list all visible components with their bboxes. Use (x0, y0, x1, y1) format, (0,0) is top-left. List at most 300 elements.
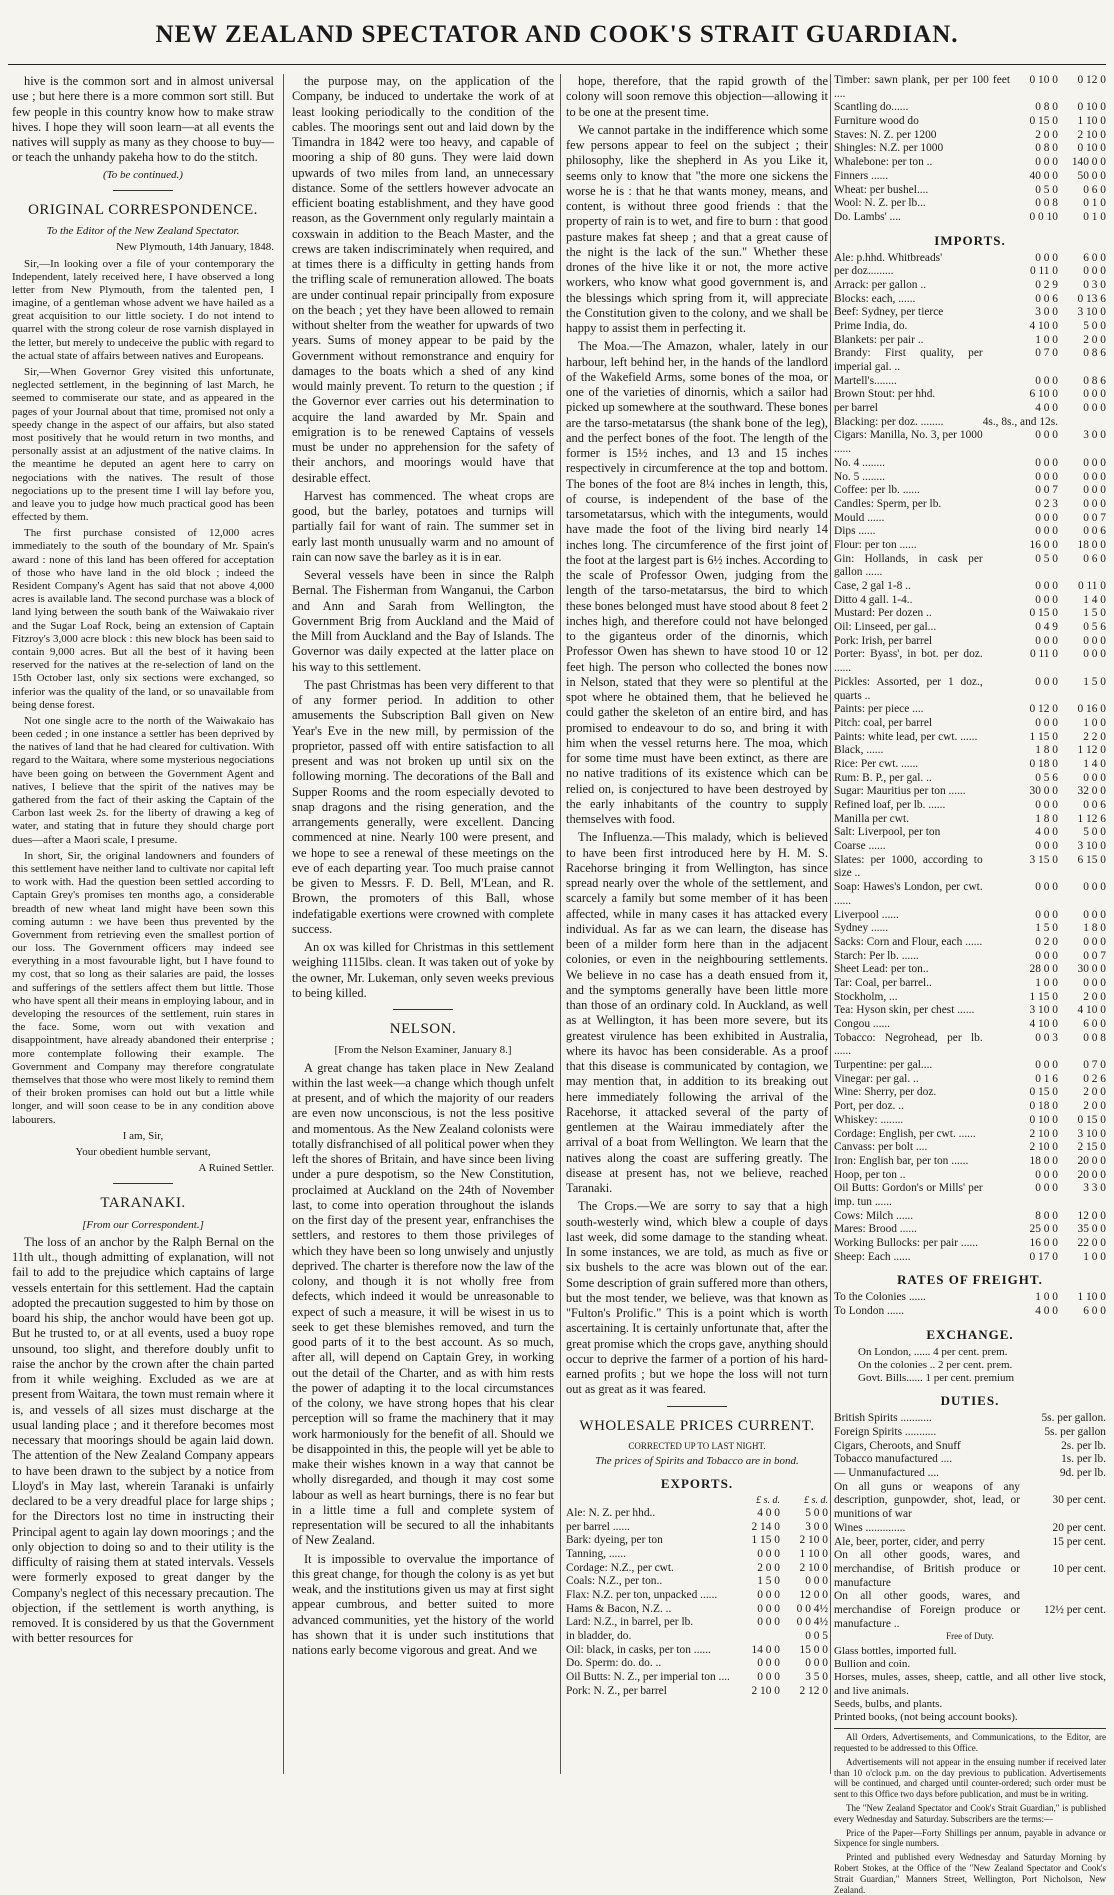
price-item: Paints: per piece .... (834, 703, 924, 716)
exchange-line: Govt. Bills...... 1 per cent. premium (858, 1372, 1015, 1385)
price-value: 0 0 0 (757, 1657, 780, 1670)
price-value: 1 0 0 (1083, 1250, 1106, 1263)
price-row (834, 197, 1106, 211)
price-value: 30 0 0 (1029, 785, 1058, 798)
price-value: 0 11 0 (1029, 648, 1058, 661)
price-row (834, 539, 1106, 553)
price-value: 0 0 0 (1083, 470, 1106, 483)
price-item: Staves: N. Z. per 1200 (834, 128, 937, 141)
price-item: Prime India, do. (834, 319, 908, 332)
price-row (834, 676, 1106, 703)
price-value: 0 5 6 (1035, 771, 1058, 784)
price-value: 3 10 0 (1077, 306, 1106, 319)
price-row (834, 471, 1106, 485)
price-value: 40 0 0 (1029, 169, 1058, 182)
price-item: Oil: black, in casks, per ton ...... (566, 1643, 711, 1656)
price-value: 1 8 0 (1035, 812, 1058, 825)
price-value: 0 11 0 (1029, 265, 1058, 278)
price-item: per barrel ...... (566, 1520, 630, 1533)
section-heading-correspondence: ORIGINAL CORRESPONDENCE. (28, 201, 258, 218)
price-item: Sugar: Mauritius per ton ...... (834, 785, 966, 798)
price-value: 28 0 0 (1029, 963, 1058, 976)
price-value: 0 0 0 (1083, 648, 1106, 661)
price-value: 0 0 0 (1035, 511, 1058, 524)
price-value: 1 8 0 (1035, 744, 1058, 757)
duty-row (834, 1412, 1106, 1426)
price-item: Vinegar: per gal. .. (834, 1072, 919, 1085)
price-value: 0 0 10 (1029, 210, 1058, 223)
masthead: NEW ZEALAND SPECTATOR AND COOK'S STRAIT GUARDIAN. (155, 21, 959, 48)
publisher-notice: The "New Zealand Spectator and Cook's Strait Guardian," is published every Wednesday and Saturday. Subscribers are the terms:— (834, 1803, 1106, 1824)
exports-table (566, 1495, 828, 1699)
price-row (834, 991, 1106, 1005)
price-row (834, 813, 1106, 827)
duty-item: — Unmanufactured .... (834, 1467, 940, 1480)
price-value: 0 6 0 (1083, 552, 1106, 565)
price-value: 2 10 0 (1029, 1127, 1058, 1140)
duty-rate: 5s. per gallon. (1041, 1412, 1106, 1425)
duty-item: Wines .............. (834, 1521, 906, 1534)
signoff-name: A Ruined Settler. (198, 1162, 274, 1175)
price-value: 8 0 0 (1035, 1209, 1058, 1222)
price-value: 0 0 0 (1035, 456, 1058, 469)
price-row (834, 320, 1106, 334)
price-row (834, 416, 1106, 430)
price-row (834, 717, 1106, 731)
price-value: 2 0 0 (1035, 128, 1058, 141)
duties-bracketed-table (834, 1481, 1106, 1632)
price-row (834, 648, 1106, 675)
price-item: Pork: Irish, per barrel (834, 634, 933, 647)
paragraph: The Crops.—We are sorry to say that a high south-westerly wind, which blew a couple of days last week, did some damage to the standing wheat. In some instances, we are told, as much as five or six bushels to the acre was blown out of the ear. Some description of grain suffered more than others, but the most tender, we believe, was that known as "Fulton's Prolific." This is a point which is worth ascertaining. It is certainly unfortunate that, after the great promise which the crops gave, anything should occur to deprive the farmer of a portion of his hard-earned profits ; but we hope the loss will not turn out as great as it was feared. (566, 1199, 828, 1397)
price-item: Coarse ...... (834, 840, 886, 853)
price-item: Scantling do...... (834, 101, 909, 114)
price-value: 0 0 0 (1035, 593, 1058, 606)
price-item: Case, 2 gal 1-8 .. (834, 580, 911, 593)
signoff-line: Your obedient humble servant, (75, 1145, 211, 1158)
price-item: Tea: Hyson skin, per chest ...... (834, 1004, 975, 1017)
price-row (834, 621, 1106, 635)
prices-subheading: CORRECTED UP TO LAST NIGHT. (628, 1440, 766, 1451)
price-item: Wine: Sherry, per doz. (834, 1086, 937, 1099)
price-value: 0 0 0 (757, 1547, 780, 1560)
price-value: 0 0 0 (1083, 634, 1106, 647)
currency-header: £ s. d. (804, 1494, 828, 1506)
price-row (834, 1155, 1106, 1169)
price-value: 0 10 0 (1077, 142, 1106, 155)
price-value: 0 7 0 (1083, 1059, 1106, 1072)
price-row (834, 635, 1106, 649)
price-item: Do. Sperm: do. do. .. (566, 1657, 662, 1670)
price-row (834, 1141, 1106, 1155)
price-value: 35 0 0 (1077, 1223, 1106, 1236)
price-value: 6 15 0 (1077, 853, 1106, 866)
price-value: 0 0 0 (1035, 429, 1058, 442)
price-value: 0 13 6 (1077, 292, 1106, 305)
paragraph: hive is the common sort and in almost universal use ; but here there is a more common sort still. But few people in this country know how to make straw hives. I hope they will soon learn—at all events the natives will supply as many as they choose to buy—or teach the unhandy pakeha how to do the stitch. (12, 74, 274, 165)
price-item: Oil Butts: N. Z., per imperial ton .... (566, 1671, 730, 1684)
price-value: 0 0 0 (1035, 949, 1058, 962)
price-value: 2 10 0 (751, 1684, 780, 1697)
paragraph: We cannot partake in the indifference which some few persons appear to feel on the subject ; their philosophy, like the shepherd in As you Like it, seems only to know that "the more one sickens the worse he is : that he that wants money, means, and content, is without three good friends : that the property of rain is to wet, and fire to burn : that good pasture makes fat sheep ; and that a great cause of the night is the lack of the sun." Whether these drones of the hive like it or not, the more active workers, who know what good government is, and the blessings which spring from it, will appreciate the Constitution given to the colony, and we shall be happy to assist them in perfecting it. (566, 122, 828, 335)
price-value: 0 0 0 (757, 1671, 780, 1684)
price-row (834, 512, 1106, 526)
price-row (834, 1114, 1106, 1128)
price-row (834, 1018, 1106, 1032)
exchange-line: On London, ...... 4 per cent. prem. (858, 1345, 1008, 1358)
price-item: Lard: N.Z., in barrel, per lb. (566, 1616, 694, 1629)
exchange-heading: EXCHANGE. (926, 1326, 1014, 1342)
price-value: 3 10 0 (1077, 840, 1106, 853)
price-value: 0 0 0 (1083, 908, 1106, 921)
price-value: 0 2 6 (1083, 1072, 1106, 1085)
price-item: Soap: Hawes's London, per cwt. ...... (834, 881, 983, 907)
currency-header: £ s. d. (756, 1494, 780, 1506)
price-value: 6 10 0 (1029, 388, 1058, 401)
price-item: Cigars: Manilla, No. 3, per 1000 ...... (834, 429, 983, 456)
price-value: 4s., 8s., and 12s. (982, 415, 1058, 428)
section-divider (113, 1183, 173, 1184)
price-value: 0 0 0 (805, 1657, 828, 1670)
price-value (1058, 416, 1106, 430)
price-value: 0 0 8 (1035, 197, 1058, 210)
price-row (834, 211, 1106, 225)
price-value: 0 0 0 (1035, 840, 1058, 853)
price-value: 0 11 0 (1077, 580, 1106, 593)
price-item: Dips ...... (834, 525, 876, 538)
price-row (834, 484, 1106, 498)
price-value: 4 10 0 (1077, 1004, 1106, 1017)
price-value: 50 0 0 (1077, 169, 1106, 182)
price-item: Oil: Linseed, per gal... (834, 621, 937, 634)
price-item: No. 5 ........ (834, 470, 885, 483)
price-item: Bark: dyeing, per ton (566, 1534, 663, 1547)
price-row (834, 1210, 1106, 1224)
price-value: 0 0 0 (757, 1602, 780, 1615)
price-item: Ale: N. Z. per hhd.. (566, 1506, 656, 1519)
price-row (834, 922, 1106, 936)
section-heading-nelson: NELSON. (389, 1021, 457, 1037)
paragraph: the purpose may, on the application of the Company, be induced to undertake the work of at least looking periodically to the condition of the cables. The moorings sent out and laid down by the Timandra in 1842 were too heavy, and capable of mooring a ship of 80 guns. They were laid down upwards of two miles from land, an unnecessary distance. Some of the settlers however advocate an efficient boating establishment, and they have good reason, as the Government only regularly maintain a coxswain in addition to the Beach Master, and the crews are taken indiscriminately when required, and at times there is a difficulty in getting hands from the trifling scale of remuneration allowed. The boats are under continual repair principally from exposure on the beach ; yet they have been allowed to remain without shelter from the weather for upwards of two years. Sums of money appear to be paid by the Government without remonstrance and enquiry for damages to the boats which a shed of any kind would mainly prevent. To return to the question ; if the Governor ever carries out his determination to acquire the land awarded by Mr. Spain and emigration is to be renewed Captains of vessels must be under no apprehension for the safety of their anchors, and moorings would have that desirable effect. (292, 74, 554, 485)
duty-rate: 20 per cent. (1052, 1521, 1106, 1534)
price-value: 0 18 0 (1029, 1100, 1058, 1113)
price-value: 1 12 6 (1077, 812, 1106, 825)
price-item: Beef: Sydney, per tierce (834, 306, 944, 319)
price-item: Hoop, per ton .. (834, 1168, 906, 1181)
paragraph: hope, therefore, that the rapid growth of the colony will soon remove this objection—allowing it to be one at the present time. (566, 74, 828, 119)
price-value: 0 0 0 (1083, 976, 1106, 989)
price-value: 18 0 0 (1029, 1154, 1058, 1167)
price-row (834, 388, 1106, 402)
price-item: Mares: Brood ...... (834, 1223, 917, 1236)
price-value: 0 0 0 (1083, 771, 1106, 784)
duty-rate: 5s. per gallon (1044, 1426, 1106, 1438)
signoff-line: I am, Sir, (122, 1129, 164, 1142)
price-item: Arrack: per gallon .. (834, 278, 927, 291)
section-heading-prices: WHOLESALE PRICES CURRENT. (579, 1417, 815, 1434)
price-value: 1 4 0 (1083, 593, 1106, 606)
price-row (834, 347, 1106, 374)
column-3 (566, 74, 828, 1774)
duty-rate: 10 per cent. (1052, 1562, 1106, 1575)
price-value: 0 15 0 (1077, 1113, 1106, 1126)
publisher-notice: Price of the Paper—Forty Shillings per annum, payable in advance or Sixpence for single numbers. (834, 1827, 1106, 1849)
price-value: 3 0 0 (805, 1520, 828, 1533)
exports-continued-table (834, 74, 1106, 225)
price-item: Coffee: per lb. ...... (834, 484, 920, 497)
price-item: Martell's........ (834, 374, 897, 387)
price-value: 4 10 0 (1029, 1018, 1058, 1031)
price-value: 0 0 4½ (796, 1602, 828, 1615)
price-row (834, 1169, 1106, 1183)
price-item: Rice: Per cwt. ...... (834, 757, 919, 770)
price-item: Sheep: Each ...... (834, 1250, 911, 1263)
price-row (834, 758, 1106, 772)
price-value: 0 8 0 (1035, 101, 1058, 114)
duty-row (834, 1453, 1106, 1467)
paragraph: Harvest has commenced. The wheat crops are good, but the barley, potatoes and turnips will partially fail for want of rain. The summer set in early last month unusually warm and no amount of rain can now save the barley as it is in ear. (292, 488, 554, 564)
price-value: 16 0 0 (1029, 538, 1058, 551)
price-value: 0 3 0 (1083, 278, 1106, 291)
price-value: 0 0 0 (757, 1589, 780, 1602)
price-item: Canvass: per bolt .... (834, 1141, 928, 1154)
masthead-rule (8, 64, 1106, 65)
price-item: To London ...... (834, 1305, 905, 1318)
price-row (834, 1059, 1106, 1073)
section-heading-taranaki: TARANAKI. (100, 1195, 186, 1212)
price-value: 0 1 0 (1083, 197, 1106, 210)
price-value: 16 0 0 (1029, 1237, 1058, 1250)
paragraph: The past Christmas has been very different to that of any former period. In addition to other amusements the Subscription Ball given on New Year's Eve in the new mill, by permission of the proprietor, passed off with entire satisfaction to all present and was not broken up until six on the following morning. The decorations of the Ball and Supper Rooms and the room especially devoted to snap dragons and the rising generation, and the arrangements generally, were excellent. Dancing commenced at nine. Nearly 100 were present, and we hope to see a renewal of these meetings on the eve of each departing year. Too much praise cannot be given to Messrs. F. D. Bell, M'Lean, and R. Brown, the promoters of this Ball, whose indefatigable exertions were crowned with complete success. (292, 677, 554, 936)
price-row (834, 334, 1106, 348)
price-value: 0 8 6 (1083, 374, 1106, 387)
duty-row (834, 1467, 1106, 1481)
price-value: 0 0 0 (757, 1616, 780, 1629)
price-item: Slates: per 1000, according to size .. (834, 853, 983, 880)
price-item: Wool: N. Z. per lb... (834, 197, 926, 210)
taranaki-source: [From our Correspondent.] (82, 1218, 204, 1231)
price-value: 15 0 0 (799, 1643, 828, 1656)
price-row (834, 977, 1106, 991)
paragraph: The first purchase consisted of 12,000 acres immediately to the south of the boundary of Mr. Spain's award : none of this land has been offered for acceptation of those who have land in the old block ; indeed the Resident Company's Agent has said that not above 4,000 acres is available land. The second purchase was a block of land lying between the south bank of the Waiwakaio river and the Sugar Loaf Rock, being an extension of Captain Fitzroy's 3,000 acre block : this new block has been said to contain 9,000 acres. But all the best of it having been reserved for the natives at the re-selection of land on the 15th October last, only six sections were exchanged, so inferior was the quality of the land, or so unavailable from being dense forest. (12, 527, 274, 711)
price-value: 1 5 0 (1083, 675, 1106, 688)
price-row (834, 1128, 1106, 1142)
price-value: 2 10 0 (799, 1534, 828, 1547)
price-value: 1 15 0 (1029, 990, 1058, 1003)
freight-table (834, 1291, 1106, 1318)
price-row (834, 129, 1106, 143)
paragraph: Not one single acre to the north of the Waiwakaio has been ceded ; in one instance a settler has been deprived by the natives of land that he had cleared for cultivation. With regard to the Waitara, where some mysterious negociations have been going on between the Government Agent and natives, I believe that the spirit of the natives may be gathered from the fact of their asking the Captain of the Carbon last week 2s. for the liberty of drawing a keg of water, and stating that in future they should charge port dues—after a Maori scale, I presume. (12, 714, 274, 846)
price-value: 1 10 0 (1077, 1291, 1106, 1304)
paragraph: Sir,—In looking over a file of your contemporary the Independent, lately received here, I have observed a long letter from New Plymouth, from the talented pen, I imagine, of a gentleman whose advent we have hailed as a great acquisition to our little society. I do not intend to quarrel with the strong coleur de rose varnish displayed in the letter, but merely to undeceive the public with regard to the actual state of affairs between natives and Europeans. (12, 257, 274, 362)
duty-item: On all other goods, wares, and merchandise, of British produce or manufacture (834, 1549, 1020, 1589)
price-value: 3 5 0 (805, 1671, 828, 1684)
imports-table (834, 252, 1106, 1265)
price-row (566, 1603, 828, 1617)
duty-rate: 2s. per lb. (1061, 1439, 1106, 1452)
price-value: 140 0 0 (1071, 156, 1106, 169)
price-value: 0 0 0 (1035, 251, 1058, 264)
price-item: Cows: Milch ...... (834, 1209, 914, 1222)
price-item: Pickles: Assorted, per 1 doz., quarts .. (834, 675, 983, 702)
price-value: 3 3 0 (1083, 1182, 1106, 1195)
price-row (834, 799, 1106, 813)
freight-heading: RATES OF FREIGHT. (897, 1272, 1043, 1288)
price-item: Flax: N.Z. per ton, unpacked ...... (566, 1589, 718, 1602)
price-item: Sydney ...... (834, 922, 889, 935)
price-item: Tobacco: Negrohead, per lb. ...... (834, 1031, 983, 1058)
price-value: 5 0 0 (1083, 319, 1106, 332)
price-value: 0 10 0 (1029, 1113, 1058, 1126)
price-value: 0 2 9 (1035, 278, 1058, 291)
price-row (566, 1589, 828, 1603)
price-value: 0 0 5 (805, 1630, 828, 1643)
price-item: Whiskey: ........ (834, 1113, 904, 1126)
price-row (834, 498, 1106, 512)
price-value: 1 12 0 (1077, 744, 1106, 757)
price-row (834, 184, 1106, 198)
price-value: 0 2 0 (1035, 935, 1058, 948)
price-value: 2 12 0 (799, 1684, 828, 1697)
price-row (834, 429, 1106, 456)
price-value: 3 15 0 (1029, 853, 1058, 866)
duty-row (834, 1549, 1106, 1590)
column-divider (283, 74, 284, 1774)
price-value: 1 10 0 (1077, 115, 1106, 128)
price-value: 22 0 0 (1077, 1237, 1106, 1250)
notice-divider (834, 1728, 1106, 1729)
price-value: 12 0 0 (1077, 1209, 1106, 1222)
price-row (834, 74, 1106, 101)
price-value: 4 0 0 (1035, 402, 1058, 415)
price-value: 1 5 0 (1083, 607, 1106, 620)
price-row (834, 826, 1106, 840)
price-row (834, 594, 1106, 608)
price-value: 0 0 0 (1035, 1182, 1058, 1195)
price-row (566, 1507, 828, 1521)
price-value: 0 0 7 (1035, 484, 1058, 497)
price-value: 0 0 0 (1035, 156, 1058, 169)
price-value: 0 16 0 (1077, 703, 1106, 716)
price-item: Shingles: N.Z. per 1000 (834, 142, 944, 155)
duty-rate: 15 per cent. (1052, 1535, 1106, 1548)
price-item: per barrel (834, 402, 878, 415)
price-value: 1 4 0 (1083, 757, 1106, 770)
price-item: Liverpool ...... (834, 908, 899, 921)
publisher-notice: Printed and published every Wednesday and Saturday Morning by Robert Stokes, at the Office of the "New Zealand Spectator and Cook's Strait Guardian," Manners Street, Wellington, Port Nicholson, New Zealand. (834, 1852, 1106, 1895)
nelson-source: [From the Nelson Examiner, January 8.] (334, 1044, 512, 1057)
price-item: Refined loaf, per lb. ...... (834, 799, 946, 812)
price-item: Pitch: coal, per barrel (834, 716, 933, 729)
price-item: Starch: Per lb. ...... (834, 949, 919, 962)
price-item: Whalebone: per ton .. (834, 156, 933, 169)
price-row (834, 950, 1106, 964)
price-value: 6 0 0 (1083, 1018, 1106, 1031)
price-row (566, 1534, 828, 1548)
paragraph: It is impossible to overvalue the importance of this great change, for though the colony is as yet but weak, and the institutions given us may at first sight appear cumbrous, and better suited to more advanced communities, yet the history of the world has shown that it is under such institutions that nations early become vigorous and great. And we (292, 1551, 554, 1658)
duty-rate: 1s. per lb. (1061, 1453, 1106, 1466)
price-row (834, 1223, 1106, 1237)
price-value: 0 5 0 (1035, 552, 1058, 565)
price-value: 0 2 3 (1035, 497, 1058, 510)
price-value: 0 0 0 (1035, 1059, 1058, 1072)
price-row (834, 279, 1106, 293)
price-value: 2 14 0 (751, 1520, 780, 1533)
price-value: 2 0 0 (757, 1561, 780, 1574)
price-item: Blankets: per pair .. (834, 333, 924, 346)
section-divider (667, 1406, 727, 1407)
price-item: Gin: Hollands, in cask per gallon ...... (834, 552, 983, 579)
price-value: 0 8 0 (1035, 142, 1058, 155)
price-value: 0 15 0 (1029, 607, 1058, 620)
prices-note: The prices of Spirits and Tobacco are in bond. (595, 1454, 799, 1467)
price-value: 0 0 0 (1035, 799, 1058, 812)
price-value: 2 0 0 (1083, 1086, 1106, 1099)
price-value: 0 0 0 (1035, 374, 1058, 387)
duty-item: British Spirits ........... (834, 1412, 932, 1425)
price-row (834, 854, 1106, 881)
price-value: 20 0 0 (1077, 1168, 1106, 1181)
free-item: Seeds, bulbs, and plants. (834, 1697, 943, 1710)
price-value: 3 10 0 (1077, 1127, 1106, 1140)
price-row (834, 1291, 1106, 1305)
price-value: 30 0 0 (1077, 963, 1106, 976)
price-value: 6 0 0 (1083, 251, 1106, 264)
duty-row (834, 1440, 1106, 1454)
duty-item: On all guns or weapons of any description, gunpowder, shot, lead, or munitions of war (834, 1480, 1020, 1521)
duty-item: On all other goods, wares, and merchandise of Foreign produce or manufacture .. (834, 1590, 1020, 1630)
price-row (834, 375, 1106, 389)
price-row (566, 1616, 828, 1630)
price-value: 1 8 0 (1083, 922, 1106, 935)
price-item: Ditto 4 gall. 1-4.. (834, 593, 913, 606)
price-value: 0 0 0 (1035, 580, 1058, 593)
duty-row (834, 1426, 1106, 1440)
price-value: 6 0 0 (1083, 1305, 1106, 1318)
price-value: 2 15 0 (1077, 1141, 1106, 1154)
price-value: 0 6 0 (1083, 183, 1106, 196)
price-item: Ale: p.hhd. Whitbreads' (834, 251, 943, 264)
price-value: 0 15 0 (1029, 1086, 1058, 1099)
price-value: 0 4 9 (1035, 621, 1058, 634)
price-row (834, 156, 1106, 170)
price-value: 4 0 0 (1035, 826, 1058, 839)
duty-item: Foreign Spirits ........... (834, 1426, 937, 1438)
price-value: 4 10 0 (1029, 319, 1058, 332)
price-value: 0 0 6 (1083, 525, 1106, 538)
correspondence-dateline: New Plymouth, 14th January, 1848. (116, 241, 274, 254)
to-be-continued: (To be continued.) (103, 168, 183, 181)
price-row (834, 252, 1106, 266)
duty-row (834, 1536, 1106, 1550)
price-row (834, 457, 1106, 471)
duty-row (834, 1522, 1106, 1536)
exchange-line: On the colonies .. 2 per cent. prem. (858, 1358, 1013, 1371)
price-row (834, 607, 1106, 621)
price-row (566, 1630, 828, 1644)
price-item: in bladder, do. (566, 1630, 632, 1643)
price-item: Candles: Sperm, per lb. (834, 497, 942, 510)
price-row (834, 525, 1106, 539)
paragraph: The loss of an anchor by the Ralph Bernal on the 11th ult., though admitting of explanation, will not fail to add to the prejudice which captains of large vessels entertain for this settlement. Had the captain adopted the precaution suggested to him by those on board his ship, the anchor would have been got up. But he trusted to, or at all events, used a buoy rope unsound, too slight, and therefore doubly unfit to raise the anchor by the crown after the chain parted from it while weighing. Excluded as we are at present from Waitara, the town must remain where it is, and vessels of all sizes must discharge at the usual landing place ; and it therefore becomes most necessary that moorings should be again laid down. The attention of the New Zealand Company appears to have been drawn to the subject by a notice from Lloyd's in May last, wherein Taranaki is unfairly declared to be a very dreadful place for large ships ; for the Directors lost no time in instructing their Principal agent to again lay down moorings ; and the only objection to doing so and to their utility is the difficulty of raising them at stated intervals. Vessels were formerly exposed to great danger by the Company's neglect of this necessary precaution. The objection, if the settlement is worth anything, is removed. It is considered by us that the Government with better resources for (12, 1234, 274, 1646)
section-divider (393, 1009, 453, 1010)
price-item: Turpentine: per gal.... (834, 1059, 933, 1072)
price-value: 0 0 6 (1083, 799, 1106, 812)
column-1 (12, 74, 274, 1774)
price-row (566, 1548, 828, 1562)
duties-heading: DUTIES. (940, 1393, 1000, 1409)
paragraph: An ox was killed for Christmas in this settlement weighing 1115lbs. clean. It was taken out of yoke by the owner, Mr. Lukeman, only seven weeks previous to being killed. (292, 940, 554, 1000)
